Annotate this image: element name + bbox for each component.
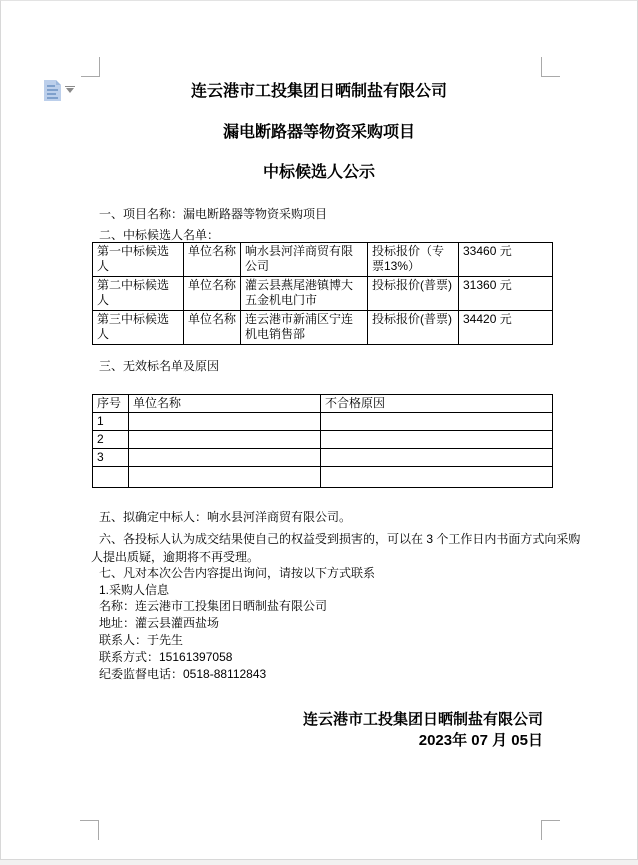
table-cell: 响水县河洋商贸有限公司: [241, 243, 368, 277]
table-row: [93, 467, 553, 488]
section-proposed-winner: 五、拟确定中标人：响水县河洋商贸有限公司。: [99, 510, 352, 524]
purchaser-name: 名称：连云港市工投集团日晒制盐有限公司: [99, 599, 328, 613]
signature-company: 连云港市工投集团日晒制盐有限公司: [302, 711, 543, 728]
table-cell: 灌云县燕尾港镇博大五金机电门市: [241, 277, 368, 311]
table-header-cell: 单位名称: [129, 395, 321, 413]
section-objection-line-2: 人提出质疑，逾期将不再受理。: [91, 550, 260, 564]
table-cell: 投标报价（专票13%）: [368, 243, 459, 277]
margin-crop-mark-top-right: [541, 57, 560, 77]
section-project-name: 一、项目名称：漏电断路器等物资采购项目: [99, 207, 328, 221]
table-cell: 2: [93, 431, 129, 449]
table-cell: 33460 元: [459, 243, 553, 277]
table-cell: 第二中标候选人: [93, 277, 184, 311]
table-cell: [321, 449, 553, 467]
table-cell: [321, 467, 553, 488]
table-cell: 1: [93, 413, 129, 431]
document-title-line-2: 漏电断路器等物资采购项目: [222, 124, 415, 141]
table-header-cell: 序号: [93, 395, 129, 413]
table-cell: 31360 元: [459, 277, 553, 311]
table-cell: [93, 467, 129, 488]
invalid-bid-table: [92, 394, 553, 488]
table-cell: [129, 431, 321, 449]
purchaser-address: 地址：灌云县灌西盐场: [99, 616, 220, 630]
table-cell: 连云港市新浦区宁连机电销售部: [241, 311, 368, 345]
candidate-table: [92, 242, 553, 345]
table-cell: 第三中标候选人: [93, 311, 184, 345]
table-header-cell: 不合格原因: [321, 395, 553, 413]
table-cell: [321, 413, 553, 431]
margin-crop-mark-bottom-left: [80, 820, 99, 840]
table-row: [93, 431, 553, 449]
purchaser-contact-person: 联系人：于先生: [99, 633, 184, 647]
table-cell: [129, 449, 321, 467]
section-inquiry-contact: 七、凡对本次公告内容提出询问，请按以下方式联系: [99, 566, 376, 580]
margin-crop-mark-top-left: [81, 57, 100, 77]
table-row: [93, 413, 553, 431]
table-cell: 34420 元: [459, 311, 553, 345]
section-objection-line-1: 六、各投标人认为成交结果使自己的权益受到损害的，可以在 3 个工作日内书面方式向采购: [99, 532, 581, 546]
purchaser-phone: 联系方式：15161397058: [99, 650, 233, 664]
section-candidate-list-heading: 二、中标候选人名单：: [99, 228, 220, 242]
table-cell: [129, 467, 321, 488]
document-title-line-1: 连云港市工投集团日晒制盐有限公司: [190, 83, 447, 100]
table-row: [93, 243, 553, 277]
table-cell: 第一中标候选人: [93, 243, 184, 277]
table-cell: 投标报价(普票): [368, 311, 459, 345]
table-row: [93, 449, 553, 467]
table-row: [93, 277, 553, 311]
table-header-row: [93, 395, 553, 413]
table-cell: 单位名称: [184, 277, 241, 311]
table-row: [93, 311, 553, 345]
table-cell: [321, 431, 553, 449]
table-cell: 单位名称: [184, 311, 241, 345]
signature-date: 2023年 07 月 05日: [418, 732, 543, 749]
table-cell: 3: [93, 449, 129, 467]
purchaser-info-heading: 1.采购人信息: [99, 583, 170, 597]
supervision-phone: 纪委监督电话：0518-88112843: [99, 667, 267, 681]
margin-crop-mark-bottom-right: [541, 820, 560, 840]
table-cell: 单位名称: [184, 243, 241, 277]
document-title-line-3: 中标候选人公示: [262, 164, 375, 181]
section-invalid-bids-heading: 三、无效标名单及原因: [99, 359, 220, 373]
table-cell: 投标报价(普票): [368, 277, 459, 311]
table-cell: [129, 413, 321, 431]
